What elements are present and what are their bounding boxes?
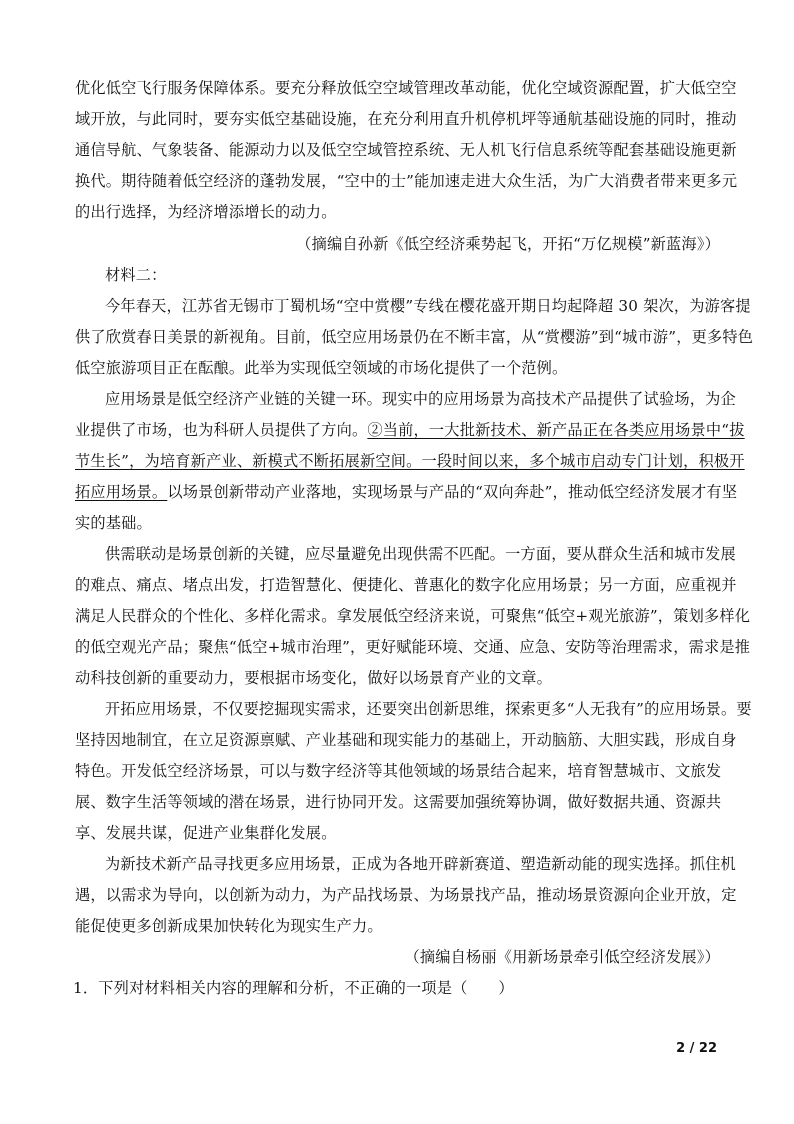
question-stem: 1．下列对材料相关内容的理解和分析，不正确的一项是（ ） — [73, 979, 514, 997]
paragraph-line: 享、发展共谋，促进产业集群化发展。 — [75, 824, 337, 842]
material-heading: 材料二： — [105, 266, 167, 284]
paragraph-text: 以场景创新带动产业落地，实现场景与产品的“双向奔赴”，推动低空经济发展才有坚 — [167, 483, 738, 501]
underlined-sentence: 节生长”，为培育新产业、新模式不断拓展新空间。一段时间以来，多个城市启动专门计划，积极开 — [75, 452, 745, 470]
paragraph-line: 供需联动是场景创新的关键，应尽量避免出现供需不匹配。一方面，要从群众生活和城市发展 — [105, 545, 736, 563]
paragraph-line: 低空旅游项目正在酝酿。此举为实现低空领域的市场化提供了一个范例。 — [75, 359, 568, 377]
paragraph-line: 遇，以需求为导向，以创新为动力，为产品找场景、为场景找产品，推动场景资源向企业开放，定 — [75, 886, 737, 904]
paragraph-line: 坚持因地制宜，在立足资源禀赋、产业基础和现实能力的基础上，开动脑筋、大胆实践，形成自身 — [75, 731, 737, 749]
paragraph-line: 的低空观光产品；聚焦“低空+城市治理”，更好赋能环境、交通、应急、安防等治理需求，需求是推 — [75, 638, 751, 656]
paragraph-line: 展、数字生活等领域的潜在场景，进行协同开发。这需要加强统筹协调，做好数据共通、资源共 — [75, 793, 722, 811]
paragraph-line: 今年春天，江苏省无锡市丁蜀机场“空中赏樱”专线在樱花盛开期日均起降超 30 架次，为游客提 — [105, 297, 751, 315]
paragraph-line: 应用场景是低空经济产业链的关键一环。现实中的应用场景为高技术产品提供了试验场，为企 — [105, 390, 736, 408]
paragraph-line: 的出行选择，为经济增添增长的动力。 — [75, 203, 337, 221]
underlined-sentence: 拓应用场景。 — [75, 483, 168, 501]
paragraph-line: 的难点、痛点、堵点出发，打造智慧化、便捷化、普惠化的数字化应用场景；另一方面，应重视并 — [75, 576, 737, 594]
paragraph-line — [75, 482, 737, 502]
paragraph-line: 实的基础。 — [75, 514, 152, 532]
paragraph-line: 动科技创新的重要动力，要根据市场变化，做好以场景育产业的文章。 — [75, 669, 553, 687]
paragraph-line — [75, 420, 745, 440]
paragraph-line: 能促使更多创新成果加快转化为现实生产力。 — [75, 917, 383, 935]
source-citation: （摘编自孙新《低空经济乘势起飞，开拓“万亿规模”新蓝海》） — [296, 235, 720, 253]
paragraph-line: 满足人民群众的个性化、多样化需求。拿发展低空经济来说，可聚焦“低空+观光旅游”，策划多样化 — [75, 607, 751, 625]
source-citation: （摘编自杨丽《用新场景牵引低空经济发展》） — [404, 948, 720, 966]
paragraph-line: 为新技术新产品寻找更多应用场景，正成为各地开辟新赛道、塑造新动能的现实选择。抓住机 — [105, 855, 736, 873]
paragraph-line: 优化低空飞行服务保障体系。要充分释放低空空域管理改革动能，优化空域资源配置，扩大低空空 — [75, 79, 737, 97]
paragraph-line: 通信导航、气象装备、能源动力以及低空空域管控系统、无人机飞行信息系统等配套基础设施更新 — [75, 141, 737, 159]
page-number: 2 / 22 — [676, 1041, 717, 1056]
paragraph-line: 供了欣赏春日美景的新视角。目前，低空应用场景仍在不断丰富，从“赏樱游”到“城市游”，更多特色 — [75, 328, 754, 346]
paragraph-text: 业提供了市场，也为科研人员提供了方向。 — [75, 421, 368, 439]
underlined-sentence: ②当前，一大批新技术、新产品正在各类应用场景中“拔 — [367, 421, 745, 439]
paragraph-line: 特色。开发低空经济场景，可以与数字经济等其他领域的场景结合起来，培育智慧城市、文旅发 — [75, 762, 722, 780]
paragraph-line: 域开放，与此同时，要夯实低空基础设施，在充分利用直升机停机坪等通航基础设施的同时，推动 — [75, 110, 737, 128]
paragraph-line: 开拓应用场景，不仅要挖掘现实需求，还要突出创新思维，探索更多“人无我有”的应用场景。要 — [105, 700, 752, 718]
paragraph-line: 换代。期待随着低空经济的蓬勃发展，“空中的士”能加速走进大众生活，为广大消费者带来更多元 — [75, 172, 738, 190]
